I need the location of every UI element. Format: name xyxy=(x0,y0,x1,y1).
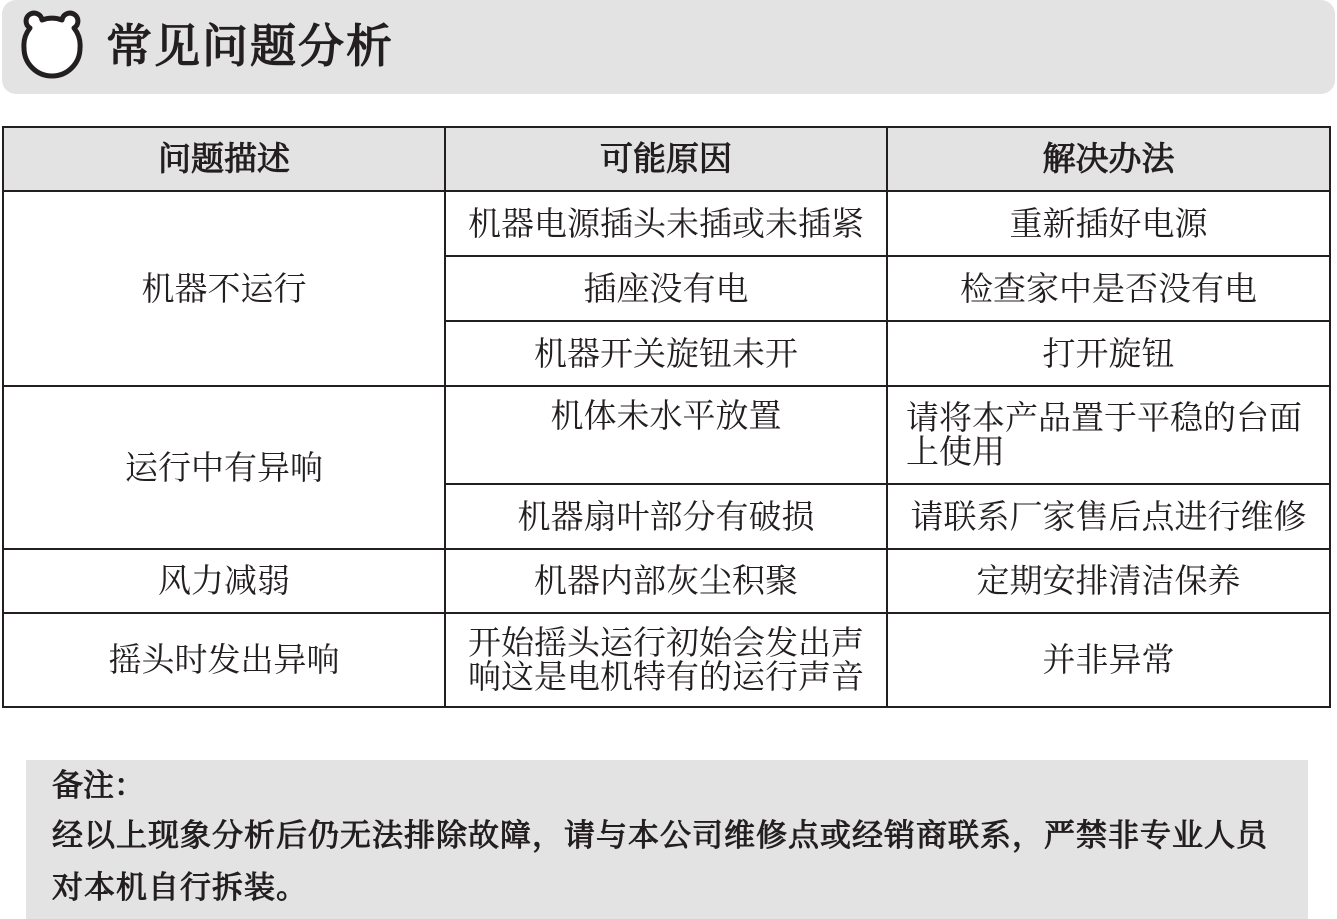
header-bar xyxy=(2,0,1335,94)
note-title: 备注： xyxy=(52,768,145,804)
table-row xyxy=(3,549,1330,613)
page-title: 常见问题分析 xyxy=(106,19,394,73)
table-row xyxy=(3,386,1330,484)
cause-cell: 机体未水平放置 xyxy=(445,386,887,484)
cause-cell: 机器扇叶部分有破损 xyxy=(445,484,887,549)
problem-cell: 摇头时发出异响 xyxy=(3,613,445,707)
column-header-problem: 问题描述 xyxy=(3,127,445,191)
note-text: 经以上现象分析后仍无法排除故障，请与本公司维修点或经销商联系，严禁非专业人员对本机自行拆装。 xyxy=(52,818,1268,906)
problem-cell: 运行中有异响 xyxy=(3,386,445,549)
table-row xyxy=(3,613,1330,707)
troubleshooting-table xyxy=(2,126,1331,708)
solution-cell: 检查家中是否没有电 xyxy=(887,256,1330,321)
bear-face-icon xyxy=(16,10,88,82)
column-header-solution: 解决办法 xyxy=(887,127,1330,191)
problem-cell: 机器不运行 xyxy=(3,191,445,386)
table-header-row xyxy=(3,127,1330,191)
cause-cell: 开始摇头运行初始会发出声响这是电机特有的运行声音 xyxy=(445,613,887,707)
solution-cell: 请联系厂家售后点进行维修 xyxy=(887,484,1330,549)
note-box xyxy=(26,760,1308,919)
cause-cell: 机器开关旋钮未开 xyxy=(445,321,887,386)
solution-cell: 重新插好电源 xyxy=(887,191,1330,256)
table-row xyxy=(3,191,1330,256)
solution-cell: 请将本产品置于平稳的台面上使用 xyxy=(887,386,1330,484)
cause-cell: 机器内部灰尘积聚 xyxy=(445,549,887,613)
problem-cell: 风力减弱 xyxy=(3,549,445,613)
solution-cell: 定期安排清洁保养 xyxy=(887,549,1330,613)
solution-cell: 打开旋钮 xyxy=(887,321,1330,386)
solution-cell: 并非异常 xyxy=(887,613,1330,707)
cause-cell: 机器电源插头未插或未插紧 xyxy=(445,191,887,256)
column-header-cause: 可能原因 xyxy=(445,127,887,191)
cause-cell: 插座没有电 xyxy=(445,256,887,321)
